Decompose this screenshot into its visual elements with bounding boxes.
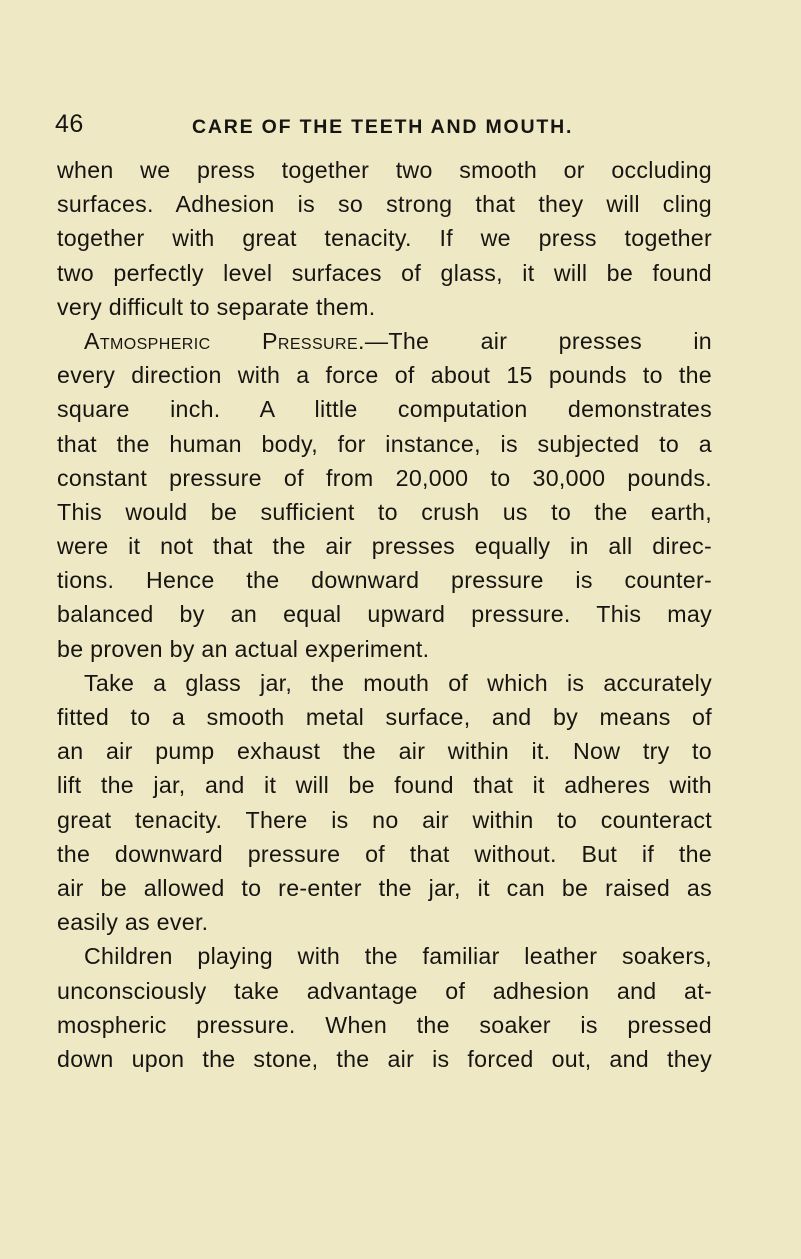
section-heading: Atmospheric Pressure. xyxy=(84,327,365,354)
paragraph-start-line xyxy=(57,666,712,700)
text-line: Take a glass jar, the mouth of which is accurately xyxy=(84,669,712,696)
text-line: an air pump exhaust the air within it. Now try to xyxy=(57,738,712,765)
text-line: unconsciously take advantage of adhesion and at- xyxy=(57,977,712,1004)
text-line: down upon the stone, the air is forced out, and they xyxy=(57,1045,712,1072)
text-line: mospheric pressure. When the soaker is pressed xyxy=(57,1011,712,1038)
text-line: be proven by an actual experiment. xyxy=(57,635,430,662)
text-line: lift the jar, and it will be found that it adheres with xyxy=(57,772,712,799)
text-line: constant pressure of from 20,000 to 30,000 pounds. xyxy=(57,464,712,491)
body-text xyxy=(57,153,712,1076)
text-line: when we press together two smooth or occluding xyxy=(57,157,712,183)
running-head: CARE OF THE TEETH AND MOUTH. xyxy=(192,116,574,138)
text-line: were it not that the air presses equally in all direc- xyxy=(57,533,712,560)
text-line: great tenacity. There is no air within to counteract xyxy=(57,806,712,833)
text-line: every direction with a force of about 15 pounds to the xyxy=(57,362,712,389)
text-line: balanced by an equal upward pressure. This may xyxy=(57,601,712,628)
text-line: that the human body, for instance, is subjected to a xyxy=(57,430,712,457)
text-line: square inch. A little computation demonstrates xyxy=(57,396,712,423)
text-line: tions. Hence the downward pressure is counter- xyxy=(57,567,712,594)
page-number: 46 xyxy=(55,110,84,138)
text-line: together with great tenacity. If we press together xyxy=(57,225,712,252)
page-header xyxy=(55,110,745,140)
text-line: air be allowed to re-enter the jar, it can be raised as xyxy=(57,874,712,901)
text-line: easily as ever. xyxy=(57,909,209,936)
paragraph-start-line xyxy=(57,324,712,358)
text-line: fitted to a smooth metal surface, and by means of xyxy=(57,704,712,730)
text-line: Children playing with the familiar leather soakers, xyxy=(84,943,712,970)
text-line: the downward pressure of that without. But if the xyxy=(57,840,712,867)
paragraph-start-line xyxy=(57,939,712,973)
text-line: This would be sufficient to crush us to the earth, xyxy=(57,498,712,525)
text-line: very difficult to separate them. xyxy=(57,293,376,320)
text-line: two perfectly level surfaces of glass, it will be found xyxy=(57,259,712,286)
text-line: surfaces. Adhesion is so strong that they will cling xyxy=(57,191,712,218)
text-line: —The air presses in xyxy=(364,327,712,354)
